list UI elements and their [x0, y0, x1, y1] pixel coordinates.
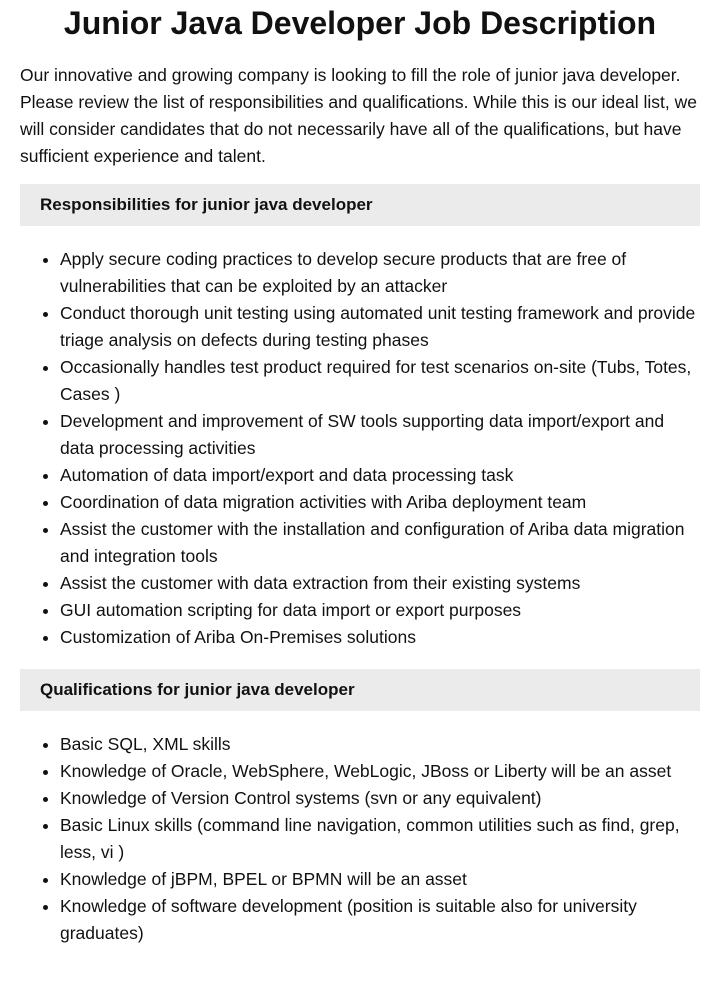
list-item: • Assist the customer with data extraction from their existing systems	[60, 570, 700, 597]
list-item: • Occasionally handles test product required for test scenarios on-site (Tubs, Totes, Cases )	[60, 354, 700, 408]
list-item: • Customization of Ariba On-Premises solutions	[60, 624, 700, 651]
list-item: • Knowledge of software development (position is suitable also for university graduates)	[60, 893, 700, 947]
page-title: Junior Java Developer Job Description	[63, 5, 657, 41]
list-item: • Knowledge of Oracle, WebSphere, WebLogic, JBoss or Liberty will be an asset	[60, 758, 700, 785]
list-item: • Knowledge of jBPM, BPEL or BPMN will be an asset	[60, 866, 700, 893]
intro-paragraph: Our innovative and growing company is looking to fill the role of junior java developer. Please review the list of responsibilities and qualifications. While this is our ideal list, we will consider candidates that do not necessarily have all of the qualifications, but have sufficient experience and talent.	[20, 65, 697, 166]
list-item: • Basic SQL, XML skills	[60, 731, 700, 758]
list-item: • Apply secure coding practices to develop secure products that are free of vulnerabilities that can be exploited by an attacker	[60, 246, 700, 300]
list-item: • Development and improvement of SW tools supporting data import/export and data processing activities	[60, 408, 700, 462]
responsibilities-list	[20, 246, 700, 651]
qualifications-list	[20, 731, 700, 947]
list-item: • Assist the customer with the installation and configuration of Ariba data migration and integration tools	[60, 516, 700, 570]
responsibilities-heading: Responsibilities for junior java developer	[20, 184, 700, 226]
list-item: • Knowledge of Version Control systems (svn or any equivalent)	[60, 785, 700, 812]
list-item: • Basic Linux skills (command line navigation, common utilities such as find, grep, less, vi )	[60, 812, 700, 866]
list-item: • GUI automation scripting for data import or export purposes	[60, 597, 700, 624]
list-item: • Coordination of data migration activities with Ariba deployment team	[60, 489, 700, 516]
list-item: • Conduct thorough unit testing using automated unit testing framework and provide triage analysis on defects during testing phases	[60, 300, 700, 354]
qualifications-heading: Qualifications for junior java developer	[20, 669, 700, 711]
list-item: • Automation of data import/export and data processing task	[60, 462, 700, 489]
